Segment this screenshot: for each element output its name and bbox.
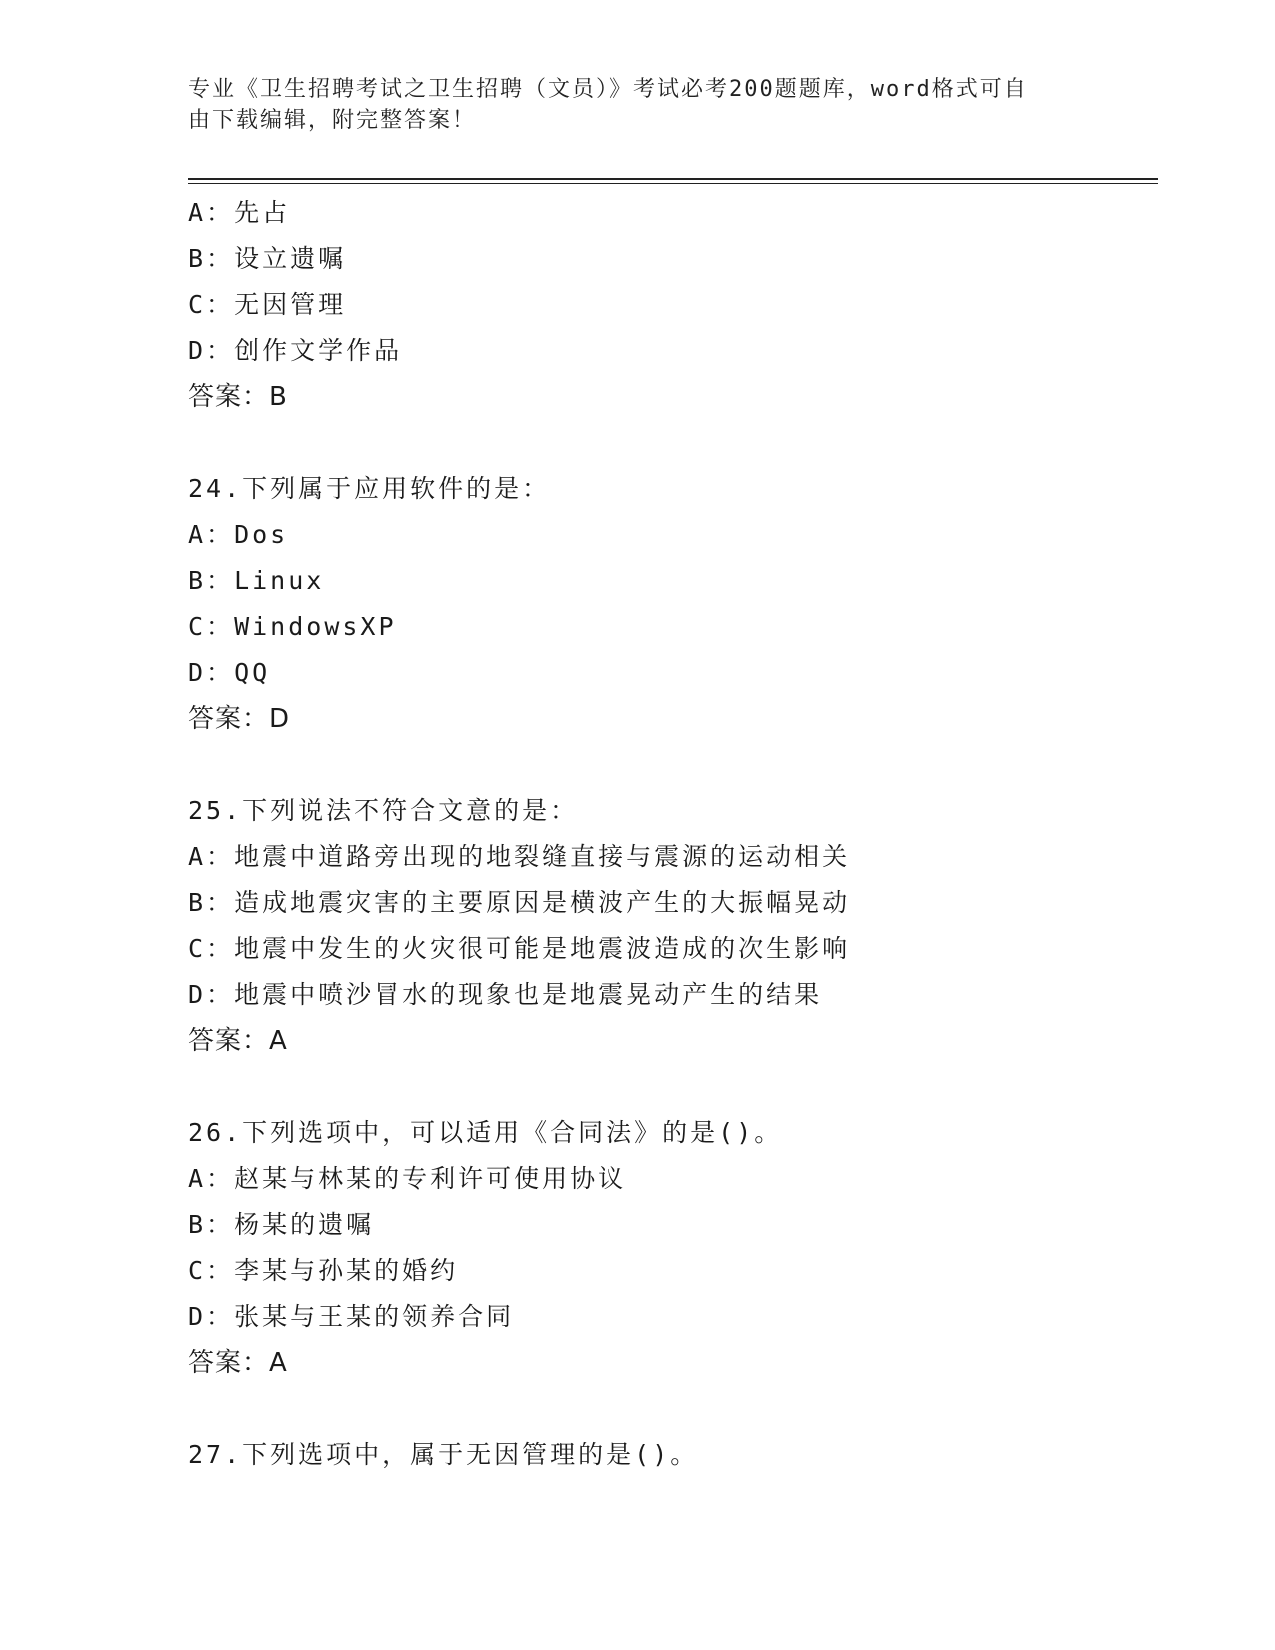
option-text: 杨某的遗嘱 — [234, 1210, 375, 1239]
header-title-line-1: 专业《卫生招聘考试之卫生招聘（文员）》考试必考200题题库，word格式可自 — [188, 77, 1028, 102]
question-26 — [188, 1110, 1168, 1386]
option-text: QQ — [234, 658, 271, 687]
answer-line: 答案：A — [188, 1026, 288, 1056]
option-d — [188, 650, 1168, 696]
option-text: 李某与孙某的婚约 — [234, 1256, 459, 1285]
option-label: B： — [188, 566, 235, 595]
header-title-line-2: 由下载编辑，附完整答案！ — [188, 108, 477, 133]
option-text: 无因管理 — [234, 290, 347, 319]
option-label: D： — [188, 336, 235, 365]
option-c — [188, 282, 1168, 328]
option-b — [188, 236, 1168, 282]
spacer — [188, 420, 1168, 466]
question-24 — [188, 466, 1168, 742]
answer-line: 答案：A — [188, 1348, 288, 1378]
option-label: A： — [188, 198, 235, 227]
option-label: C： — [188, 1256, 235, 1285]
option-text: 地震中发生的火灾很可能是地震波造成的次生影响 — [234, 934, 851, 963]
option-label: B： — [188, 244, 235, 273]
option-b — [188, 1202, 1168, 1248]
option-text: 地震中喷沙冒水的现象也是地震晃动产生的结果 — [234, 980, 823, 1009]
option-label: B： — [188, 888, 235, 917]
option-text: 赵某与林某的专利许可使用协议 — [234, 1164, 627, 1193]
option-label: C： — [188, 934, 235, 963]
option-label: A： — [188, 1164, 235, 1193]
question-stem: 25.下列说法不符合文意的是： — [188, 796, 579, 825]
spacer — [188, 742, 1168, 788]
option-d — [188, 328, 1168, 374]
question-stem: 26.下列选项中，可以适用《合同法》的是()。 — [188, 1118, 783, 1147]
option-b — [188, 880, 1168, 926]
option-label: D： — [188, 1302, 235, 1331]
option-text: WindowsXP — [234, 612, 397, 641]
option-text: 张某与王某的领养合同 — [234, 1302, 515, 1331]
answer-line: 答案：D — [188, 704, 291, 734]
option-c — [188, 926, 1168, 972]
option-text: 先占 — [234, 198, 291, 227]
spacer — [188, 1386, 1168, 1432]
header-divider-thin — [188, 183, 1158, 184]
spacer — [188, 1064, 1168, 1110]
answer-line: 答案：B — [188, 382, 288, 412]
option-label: B： — [188, 1210, 235, 1239]
partial-question — [188, 190, 1168, 420]
option-a — [188, 1156, 1168, 1202]
question-stem: 27.下列选项中，属于无因管理的是()。 — [188, 1440, 699, 1469]
option-text: 造成地震灾害的主要原因是横波产生的大振幅晃动 — [234, 888, 851, 917]
document-header — [188, 74, 1088, 136]
option-b — [188, 558, 1168, 604]
option-label: C： — [188, 612, 235, 641]
option-c — [188, 1248, 1168, 1294]
option-text: 设立遗嘱 — [234, 244, 347, 273]
option-label: C： — [188, 290, 235, 319]
option-label: A： — [188, 842, 235, 871]
option-text: Linux — [234, 566, 325, 595]
option-text: 地震中道路旁出现的地裂缝直接与震源的运动相关 — [234, 842, 851, 871]
option-c — [188, 604, 1168, 650]
option-d — [188, 972, 1168, 1018]
question-25 — [188, 788, 1168, 1064]
option-label: D： — [188, 980, 235, 1009]
option-a — [188, 512, 1168, 558]
option-label: D： — [188, 658, 235, 687]
option-text: Dos — [234, 520, 289, 549]
option-a — [188, 190, 1168, 236]
option-a — [188, 834, 1168, 880]
option-text: 创作文学作品 — [234, 336, 403, 365]
question-stem: 24.下列属于应用软件的是： — [188, 474, 551, 503]
header-divider-thick — [188, 178, 1158, 180]
question-27 — [188, 1432, 1168, 1478]
question-list — [188, 190, 1168, 1478]
option-d — [188, 1294, 1168, 1340]
option-label: A： — [188, 520, 235, 549]
